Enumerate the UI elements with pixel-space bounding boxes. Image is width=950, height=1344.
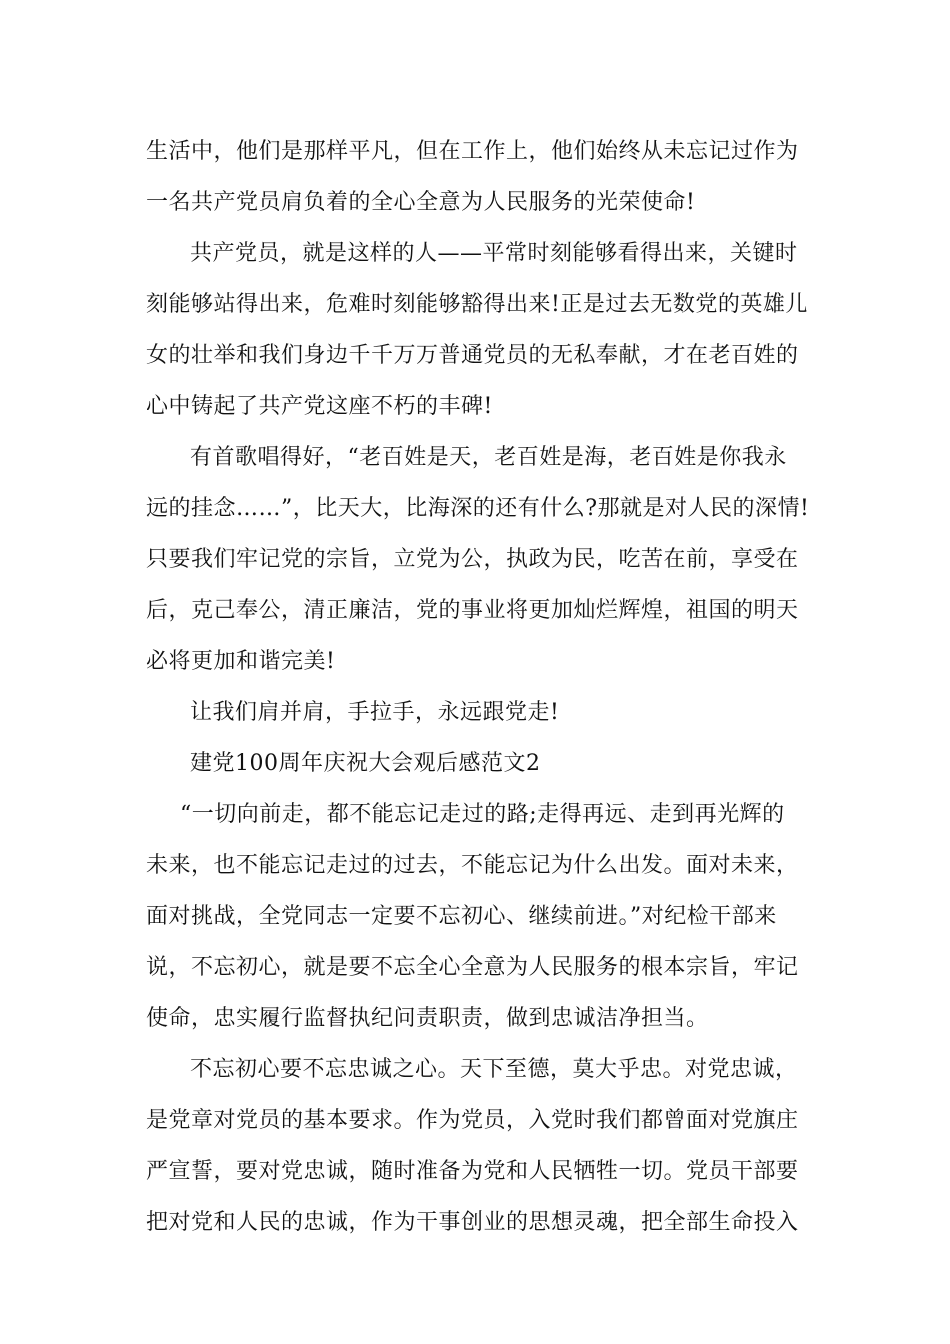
text-line: 说，不忘初心，就是要不忘全心全意为人民服务的根本宗旨，牢记 xyxy=(146,955,799,980)
text-line: 是党章对党员的基本要求。作为党员，入党时我们都曾面对党旗庄 xyxy=(146,1108,799,1133)
text-line: 后，克己奉公，清正廉洁，党的事业将更加灿烂辉煌，祖国的明天 xyxy=(146,598,799,623)
text-line: 刻能够站得出来，危难时刻能够豁得出来!正是过去无数党的英雄儿 xyxy=(146,292,808,317)
text-line: 必将更加和谐完美! xyxy=(146,649,336,674)
paragraph-start-line: “一切向前走，都不能忘记走过的路;走得再远、走到再光辉的 xyxy=(180,802,785,827)
paragraph-start-line: 共产党员，就是这样的人——平常时刻能够看得出来，关键时 xyxy=(190,241,798,266)
paragraph-start-line: 不忘初心要不忘忠诚之心。天下至德，莫大乎忠。对党忠诚， xyxy=(190,1057,798,1082)
text-line: 未来，也不能忘记走过的过去，不能忘记为什么出发。面对未来， xyxy=(146,853,799,878)
text-line: 严宣誓，要对党忠诚，随时准备为党和人民牺牲一切。党员干部要 xyxy=(146,1159,799,1184)
text-line: 面对挑战，全党同志一定要不忘初心、继续前进。”对纪检干部来 xyxy=(146,904,777,929)
text-line: 一名共产党员肩负着的全心全意为人民服务的光荣使命! xyxy=(146,190,696,215)
section-title: 建党100周年庆祝大会观后感范文2 xyxy=(190,751,541,776)
text-line: 心中铸起了共产党这座不朽的丰碑! xyxy=(146,394,493,419)
paragraph-start-line: 让我们肩并肩，手拉手，永远跟党走! xyxy=(190,700,560,725)
text-line: 只要我们牢记党的宗旨，立党为公，执政为民，吃苦在前，享受在 xyxy=(146,547,799,572)
paragraph-start-line: 有首歌唱得好，“老百姓是天，老百姓是海，老百姓是你我永 xyxy=(190,445,787,470)
text-line: 生活中，他们是那样平凡，但在工作上，他们始终从未忘记过作为 xyxy=(146,139,799,164)
text-line: 女的壮举和我们身边千千万万普通党员的无私奉献，才在老百姓的 xyxy=(146,343,799,368)
text-line: 把对党和人民的忠诚，作为干事创业的思想灵魂，把全部生命投入 xyxy=(146,1210,799,1235)
text-line: 使命，忠实履行监督执纪问责职责，做到忠诚洁净担当。 xyxy=(146,1006,709,1031)
text-line: 远的挂念……”，比天大，比海深的还有什么?那就是对人民的深情! xyxy=(146,496,810,521)
